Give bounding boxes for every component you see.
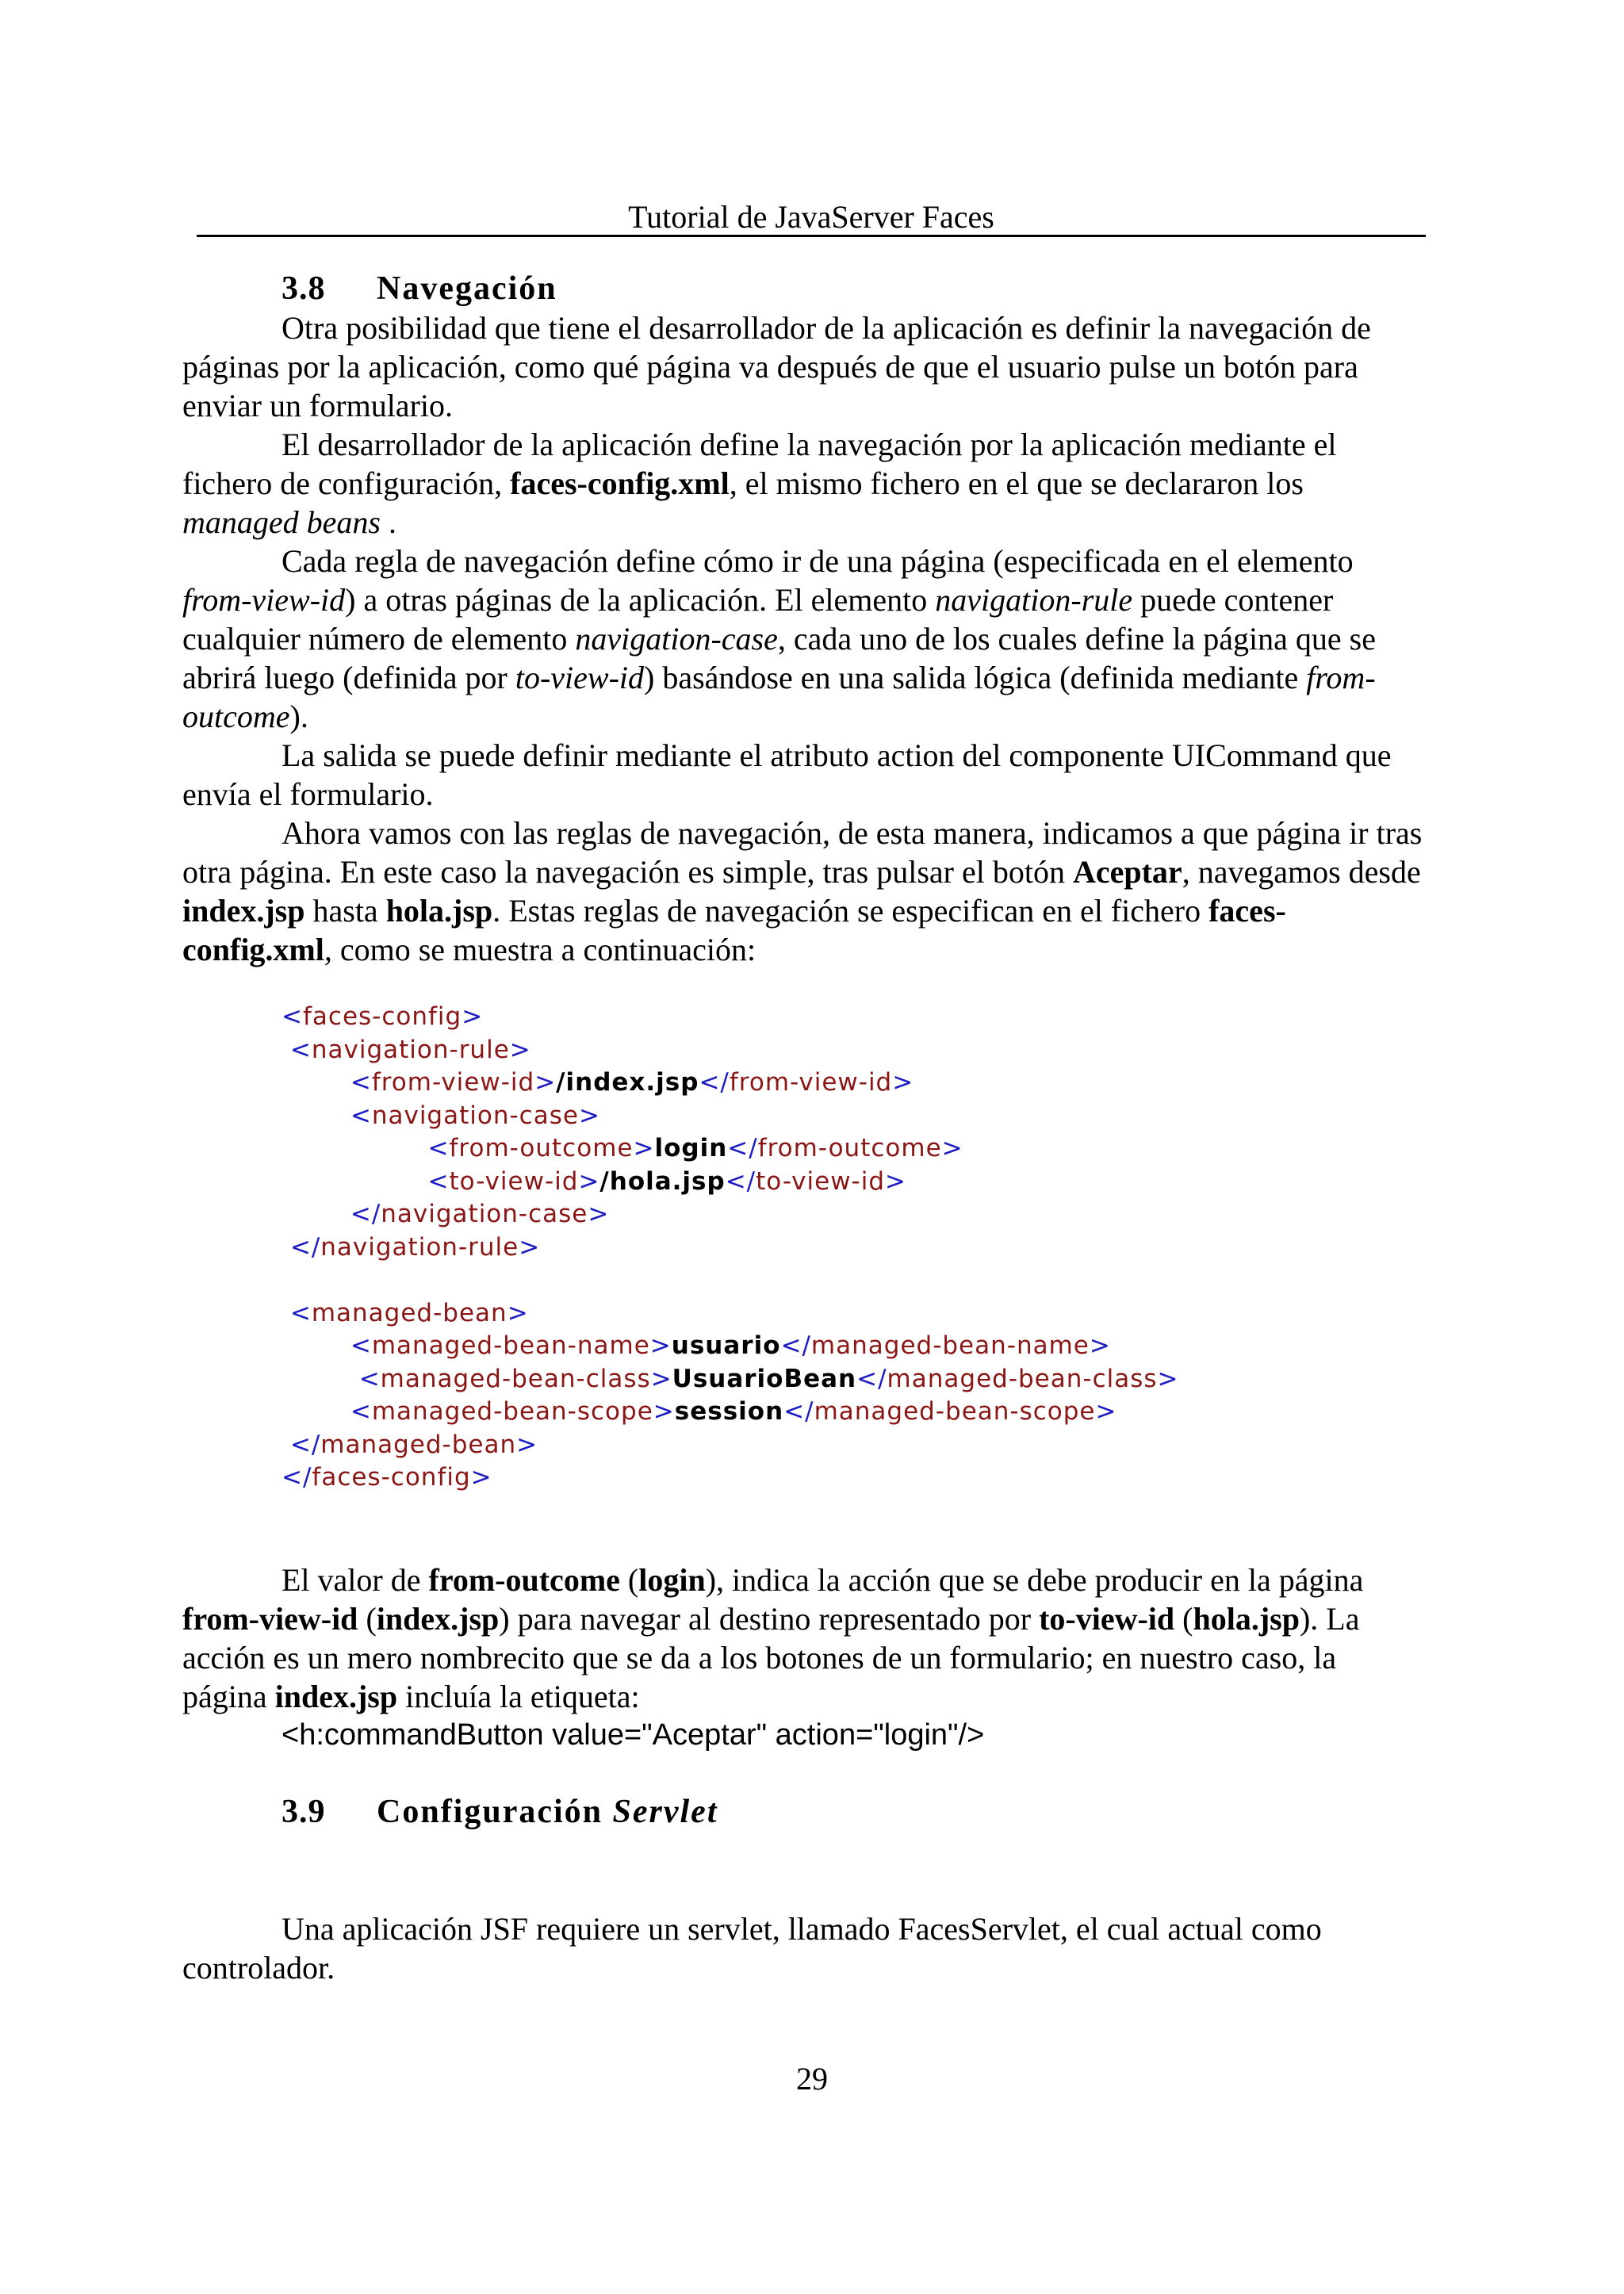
page-body	[182, 270, 1427, 1987]
paragraph-action-attribute: La salida se puede definir mediante el atributo action del componente UICommand que envía el formulario.	[182, 737, 1392, 812]
paragraph-config-file: El desarrollador de la aplicación define la navegación por la aplicación mediante el fichero de configuración, faces-config.xml, el mismo fichero en el que se declararon los managed beans .	[182, 427, 1337, 540]
running-header: Tutorial de JavaServer Faces	[628, 199, 994, 235]
section-heading-3-8: 3.8 Navegación	[282, 270, 557, 307]
page-number: 29	[796, 2061, 828, 2097]
paragraph-faces-servlet: Una aplicación JSF requiere un servlet, llamado FacesServlet, el cual actual como controlador.	[182, 1910, 1322, 1986]
paragraph-navigation-rules: Cada regla de navegación define cómo ir de una página (especificada en el elemento from-view-id) a otras páginas de la aplicación. El elemento navigation-rule puede contener cualquier número de elemento navigation-case, cada uno de los cuales define la página que se abrirá luego (definida por to-view-id) basándose en una salida lógica (definida mediante from-outcome).	[182, 543, 1376, 734]
paragraph-from-outcome: El valor de from-outcome (login), indica la acción que se debe producir en la página from-view-id (index.jsp) para navegar al destino representado por to-view-id (hola.jsp). La acción es un mero nombrecito que se da a los botones de un formulario; en nuestro caso, la página index.jsp incluía la etiqueta:	[182, 1561, 1364, 1714]
command-button-example: <h:commandButton value="Aceptar" action="login"/>	[282, 1718, 985, 1752]
paragraph-intro: Otra posibilidad que tiene el desarrollador de la aplicación es definir la navegación de páginas por la aplicación, como qué página va después de que el usuario pulse un botón para enviar un formulario.	[182, 310, 1371, 423]
section-heading-3-9: 3.9 Configuración Servlet	[282, 1793, 718, 1830]
header-rule	[197, 235, 1426, 237]
code-block-faces-config: <faces-config> <navigation-rule> <from-view-id>/index.jsp</from-view-id> <navigation-case> <from-outcome>login</from-outcome> <to-view-id>/hola.jsp</to-view-id> </navigation-case> </navigation-rule> <managed-bean> <managed-bean-name>usuario</managed-bean-name> <managed-bean-class>UsuarioBean</managed-bean-class> <managed-bean-scope>session</managed-bean-scope> </managed-bean> </faces-config>	[282, 1002, 1179, 1492]
paragraph-example: Ahora vamos con las reglas de navegación, de esta manera, indicamos a que página ir tras otra página. En este caso la navegación es simple, tras pulsar el botón Aceptar, navegamos desde index.jsp hasta hola.jsp. Estas reglas de navegación se especifican en el fichero faces-config.xml, como se muestra a continuación:	[182, 815, 1423, 967]
